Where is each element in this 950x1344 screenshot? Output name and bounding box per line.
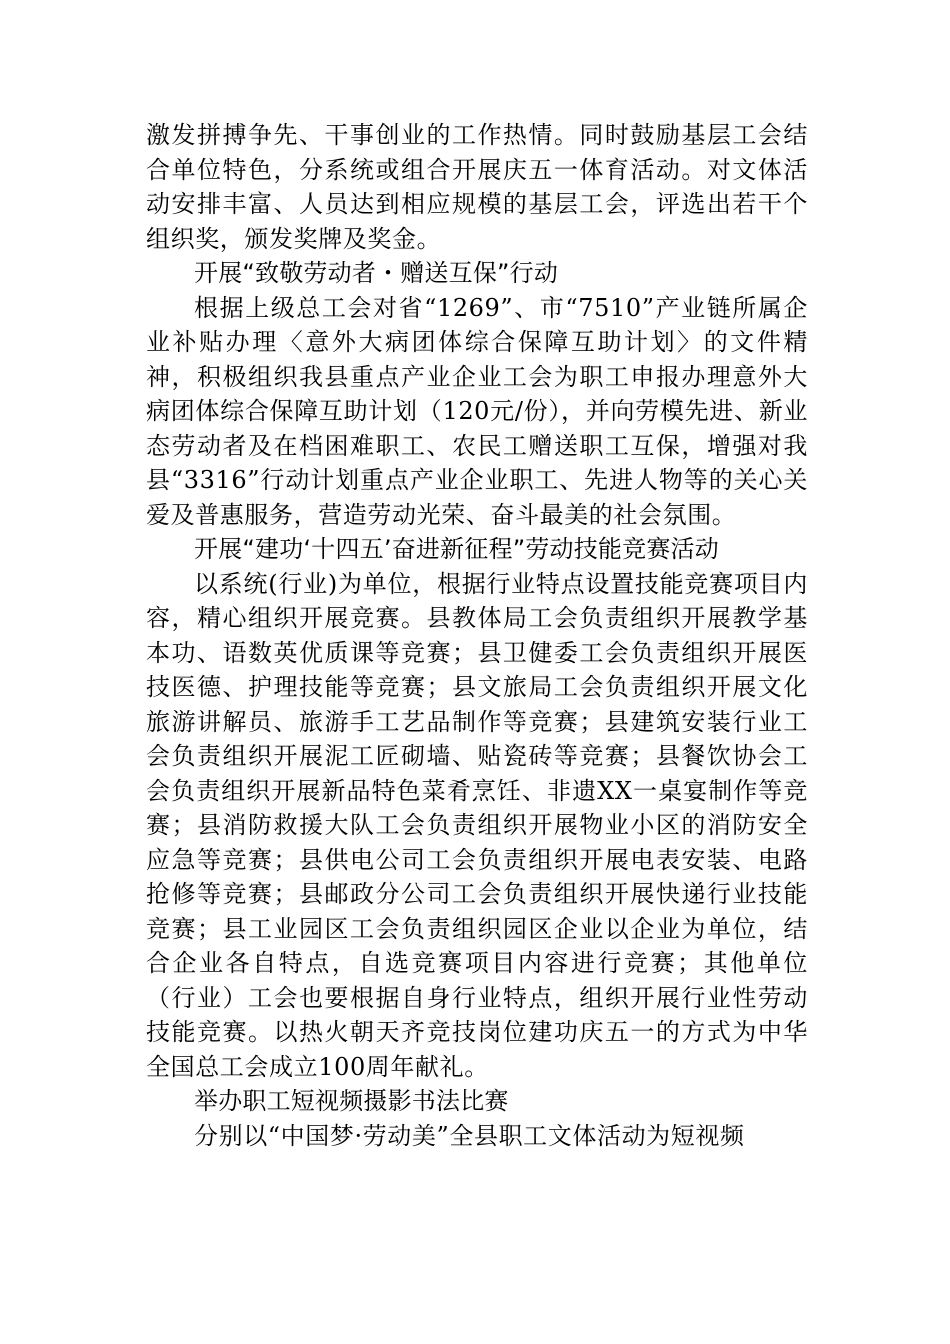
heading-mutual-insurance: 开展“致敬劳动者・赠送互保”行动 bbox=[194, 259, 559, 287]
paragraph-sports-activities: 激发拼搏争先、干事创业的工作热情。同时鼓励基层工会结合单位特色，分系统或组合开展庆五一体育活动。对文体活动安排丰富、人员达到相应规模的基层工会，评选出若干个组织奖，颁发奖牌及奖金。 bbox=[146, 121, 808, 253]
document-page bbox=[146, 118, 808, 1153]
heading-skills-competition: 开展“建功‘十四五’奋进新征程”劳动技能竞赛活动 bbox=[194, 535, 719, 563]
paragraph-video-contest: 分别以“中国梦·劳动美”全县职工文体活动为短视频 bbox=[194, 1121, 745, 1150]
paragraph-skills-competition: 以系统(行业)为单位，根据行业特点设置技能竞赛项目内容，精心组织开展竞赛。县教体局工会负责组织开展教学基本功、语数英优质课等竞赛；县卫健委工会负责组织开展医技医德、护理技能等竞赛；县文旅局工会负责组织开展文化旅游讲解员、旅游手工艺品制作等竞赛；县建筑安装行业工会负责组织开展泥工匠砌墙、贴瓷砖等竞赛；县餐饮协会工会负责组织开展新品特色菜肴烹饪、非遗XX一桌宴制作等竞赛；县消防救援大队工会负责组织开展物业小区的消防安全应急等竞赛；县供电公司工会负责组织开展电表安装、电路抢修等竞赛；县邮政分公司工会负责组织开展快递行业技能竞赛；县工业园区工会负责组织园区企业以企业为单位，结合企业各自特点，自选竞赛项目内容进行竞赛；其他单位（行业）工会也要根据自身行业特点，组织开展行业性劳动技能竞赛。以热火朝天齐竞技岗位建功庆五一的方式为中华全国总工会成立100周年献礼。 bbox=[146, 569, 808, 1081]
paragraph-mutual-insurance: 根据上级总工会对省“1269”、市“7510”产业链所属企业补贴办理〈意外大病团体综合保障互助计划〉的文件精神，积极组织我县重点产业企业工会为职工申报办理意外大病团体综合保障互助计划（120元/份），并向劳模先进、新业态劳动者及在档困难职工、农民工赠送职工互保，增强对我县“3316”行动计划重点产业企业职工、先进人物等的关心关爱及普惠服务，营造劳动光荣、奋斗最美的社会氛围。 bbox=[146, 293, 808, 529]
heading-video-photo-calligraphy: 举办职工短视频摄影书法比赛 bbox=[194, 1087, 509, 1115]
